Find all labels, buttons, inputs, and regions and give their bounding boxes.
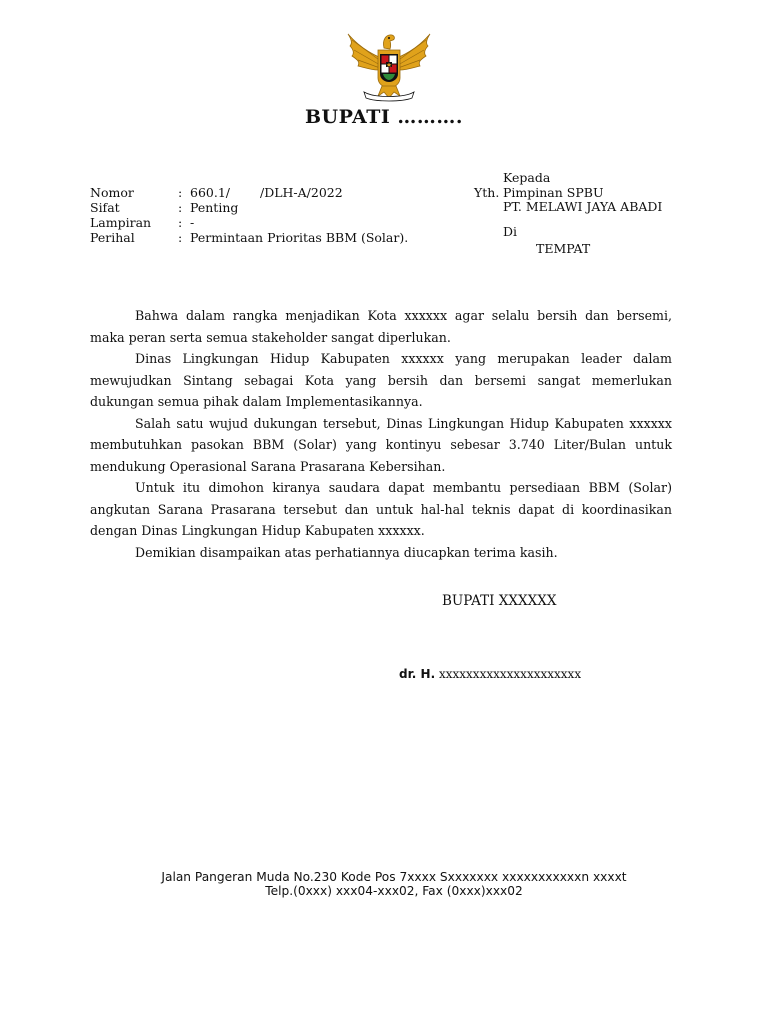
footer-contact: Telp.(0xxx) xxx04-xxx02, Fax (0xxx)xxx02: [265, 884, 523, 898]
meta-colon: :: [178, 230, 183, 245]
body-paragraph: Dinas Lingkungan Hidup Kabupaten xxxxxx yang merupakan leader dalam mewujudkan Sintang sebagai Kota yang bersih dan bersemi sangat memerlukan dukungan semua pihak dalam Implementasikannya.: [90, 351, 672, 409]
recipient-di: Di: [503, 223, 518, 239]
recipient-line: Pimpinan SPBU: [503, 184, 604, 200]
recipient-kepada: Kepada: [503, 170, 551, 185]
letter-footer: [90, 870, 698, 898]
meta-label: Lampiran: [90, 215, 152, 230]
meta-value: Permintaan Prioritas BBM (Solar).: [190, 230, 409, 245]
meta-label: Sifat: [90, 200, 120, 215]
signer-name-text: xxxxxxxxxxxxxxxxxxxxx: [438, 667, 582, 681]
letter-body: [90, 305, 672, 563]
recipient-tempat: TEMPAT: [536, 241, 591, 256]
letterhead-title: BUPATI ……….: [305, 106, 463, 128]
signer-name: [399, 667, 581, 681]
recipient-block: [503, 171, 662, 257]
body-paragraph: Untuk itu dimohon kiranya saudara dapat membantu persediaan BBM (Solar) angkutan Sarana Prasarana tersebut dan untuk hal-hal teknis dapat di koordinasikan dengan Dinas Lingkungan Hidup Kabupaten xxxxxx.: [90, 480, 672, 538]
meta-value: Penting: [190, 200, 239, 215]
body-paragraph: Salah satu wujud dukungan tersebut, Dinas Lingkungan Hidup Kabupaten xxxxxx membutuhkan pasokan BBM (Solar) yang kontinyu sebesar 3.740 Liter/Bulan untuk mendukung Operasional Sarana Prasarana Kebersihan.: [90, 415, 672, 474]
meta-row-sifat: [90, 200, 408, 215]
recipient-yth: Yth.: [474, 185, 500, 200]
meta-colon: :: [178, 215, 183, 230]
signer-title: BUPATI XXXXXX: [442, 593, 557, 609]
meta-value-number: 660.1/: [190, 185, 230, 200]
meta-row-perihal: [90, 230, 408, 245]
body-paragraph: Bahwa dalam rangka menjadikan Kota xxxxxx agar selalu bersih dan bersemi, maka peran serta semua stakeholder sangat diperlukan.: [90, 308, 672, 345]
signer-name-prefix: dr. H.: [399, 667, 436, 681]
meta-label: Nomor: [90, 185, 134, 200]
meta-label: Perihal: [90, 230, 135, 245]
meta-colon: :: [178, 200, 183, 215]
footer-address: Jalan Pangeran Muda No.230 Kode Pos 7xxxx Sxxxxxxx xxxxxxxxxxxn xxxxt: [161, 870, 627, 884]
body-paragraph: Demikian disampaikan atas perhatiannya diucapkan terima kasih.: [135, 544, 558, 560]
letter-meta: [90, 185, 408, 245]
meta-row-lampiran: [90, 215, 408, 230]
meta-value: -: [190, 215, 195, 230]
recipient-line: PT. MELAWI JAYA ABADI: [503, 199, 663, 214]
garuda-emblem-icon: [342, 26, 436, 102]
meta-row-nomor: [90, 185, 408, 200]
meta-value-code: /DLH-A/2022: [260, 185, 343, 200]
meta-colon: :: [178, 185, 183, 200]
